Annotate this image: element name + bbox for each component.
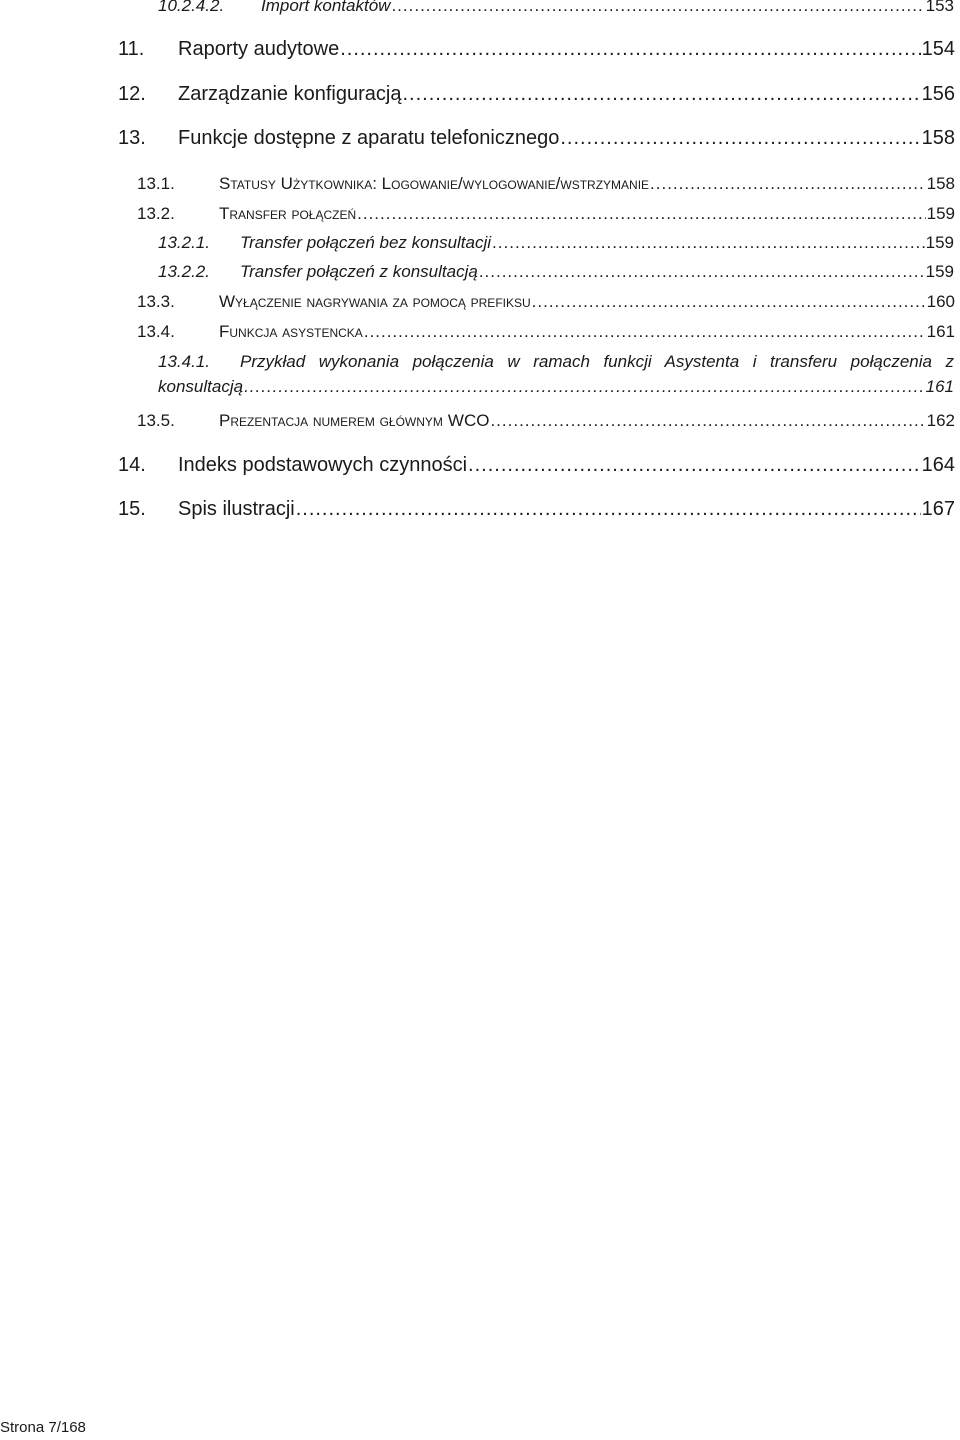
toc-entry-number: 13.4.	[137, 322, 175, 341]
toc-entry-title: Spis ilustracji	[178, 498, 295, 520]
toc-leader-dots	[490, 411, 925, 431]
toc-entry-title: Indeks podstawowych czynności	[178, 454, 468, 476]
toc-entry-page: 156	[921, 83, 955, 105]
toc-leader-dots	[560, 127, 920, 150]
toc-entry-10-2-4-2[interactable]	[158, 0, 954, 16]
toc-entry-number: 13.5.	[137, 411, 175, 430]
toc-entry-number: 11.	[118, 38, 145, 60]
toc-leader-dots	[468, 454, 921, 477]
toc-entry-13-5[interactable]	[137, 411, 955, 431]
toc-entry-number: 13.4.1.	[158, 352, 210, 371]
toc-entry-page: 158	[921, 127, 955, 149]
toc-leader-dots	[364, 322, 926, 342]
toc-entry-13-4-1[interactable]	[158, 352, 954, 397]
toc-entry-page: 153	[925, 0, 954, 15]
toc-entry-number: 10.2.4.2.	[158, 0, 225, 15]
toc-entry-number: 14.	[118, 454, 146, 476]
toc-entry-page: 159	[925, 233, 954, 252]
toc-entry-page: 161	[925, 377, 954, 396]
toc-entry-second-line	[158, 377, 954, 397]
toc-entry-title-line2: konsultacją	[158, 377, 244, 396]
toc-entry-13-2-1[interactable]	[158, 233, 954, 253]
toc-leader-dots	[357, 204, 925, 224]
toc-entry-page: 162	[926, 411, 955, 430]
toc-entry-11[interactable]	[118, 38, 955, 61]
toc-entry-page: 160	[926, 292, 955, 311]
toc-entry-12[interactable]	[118, 83, 955, 106]
toc-leader-dots	[340, 38, 920, 61]
toc-entry-number: 13.2.1.	[158, 233, 210, 252]
toc-entry-number: 15.	[118, 498, 146, 520]
toc-entry-number: 13.2.2.	[158, 262, 210, 281]
toc-entry-title: Zarządzanie konfiguracją	[178, 83, 402, 105]
toc-entry-first-line	[158, 352, 954, 372]
toc-entry-15[interactable]	[118, 498, 955, 521]
toc-entry-13[interactable]	[118, 127, 955, 150]
toc-entry-title: Import kontaktów	[261, 0, 391, 15]
toc-entry-13-1[interactable]	[137, 174, 955, 194]
toc-entry-page: 161	[926, 322, 955, 341]
toc-entry-title: Transfer połączeń bez konsultacji	[240, 233, 492, 252]
toc-entry-title: Statusy Użytkownika: Logowanie/wylogowanie/wstrzymanie	[219, 174, 650, 193]
toc-entry-title: Transfer połączeń z konsultacją	[240, 262, 478, 281]
toc-entry-title-line1: Przykład wykonania połączenia w ramach funkcji Asystenta i transferu połączenia z	[240, 352, 954, 371]
toc-entry-13-2-2[interactable]	[158, 262, 954, 282]
toc-leader-dots	[650, 174, 926, 194]
toc-leader-dots	[402, 83, 920, 106]
toc-leader-dots	[391, 0, 924, 16]
toc-entry-title: Funkcja asystencka	[219, 322, 363, 341]
toc-entry-title: Prezentacja numerem głównym	[219, 411, 443, 430]
toc-entry-13-4[interactable]	[137, 322, 955, 342]
table-of-contents	[0, 0, 960, 600]
toc-entry-14[interactable]	[118, 454, 955, 477]
toc-entry-number: 13.3.	[137, 292, 175, 311]
toc-entry-title: Transfer połączeń	[219, 204, 357, 223]
toc-entry-13-3[interactable]	[137, 292, 955, 312]
toc-entry-page: 164	[921, 454, 955, 476]
toc-entry-page: 167	[921, 498, 955, 520]
toc-entry-title: Wyłączenie nagrywania za pomocą prefiksu	[219, 292, 531, 311]
toc-entry-13-2[interactable]	[137, 204, 955, 224]
toc-entry-number: 13.	[118, 127, 146, 149]
toc-entry-page: 158	[926, 174, 955, 193]
toc-entry-title-suffix: WCO	[447, 411, 490, 430]
toc-entry-page: 154	[921, 38, 955, 60]
toc-leader-dots	[532, 292, 926, 312]
toc-entry-page: 159	[926, 204, 955, 223]
toc-entry-title: Funkcje dostępne z aparatu telefonicznego	[178, 127, 560, 149]
toc-entry-number: 13.1.	[137, 174, 175, 193]
toc-leader-dots	[244, 377, 925, 397]
toc-leader-dots	[492, 233, 925, 253]
page-number-label: Strona 7/168	[0, 1419, 86, 1436]
toc-leader-dots	[296, 498, 921, 521]
toc-entry-title: Raporty audytowe	[178, 38, 340, 60]
toc-entry-number: 13.2.	[137, 204, 175, 223]
toc-entry-number: 12.	[118, 83, 146, 105]
toc-leader-dots	[479, 262, 925, 282]
page-footer	[0, 1419, 86, 1436]
toc-entry-page: 159	[925, 262, 954, 281]
